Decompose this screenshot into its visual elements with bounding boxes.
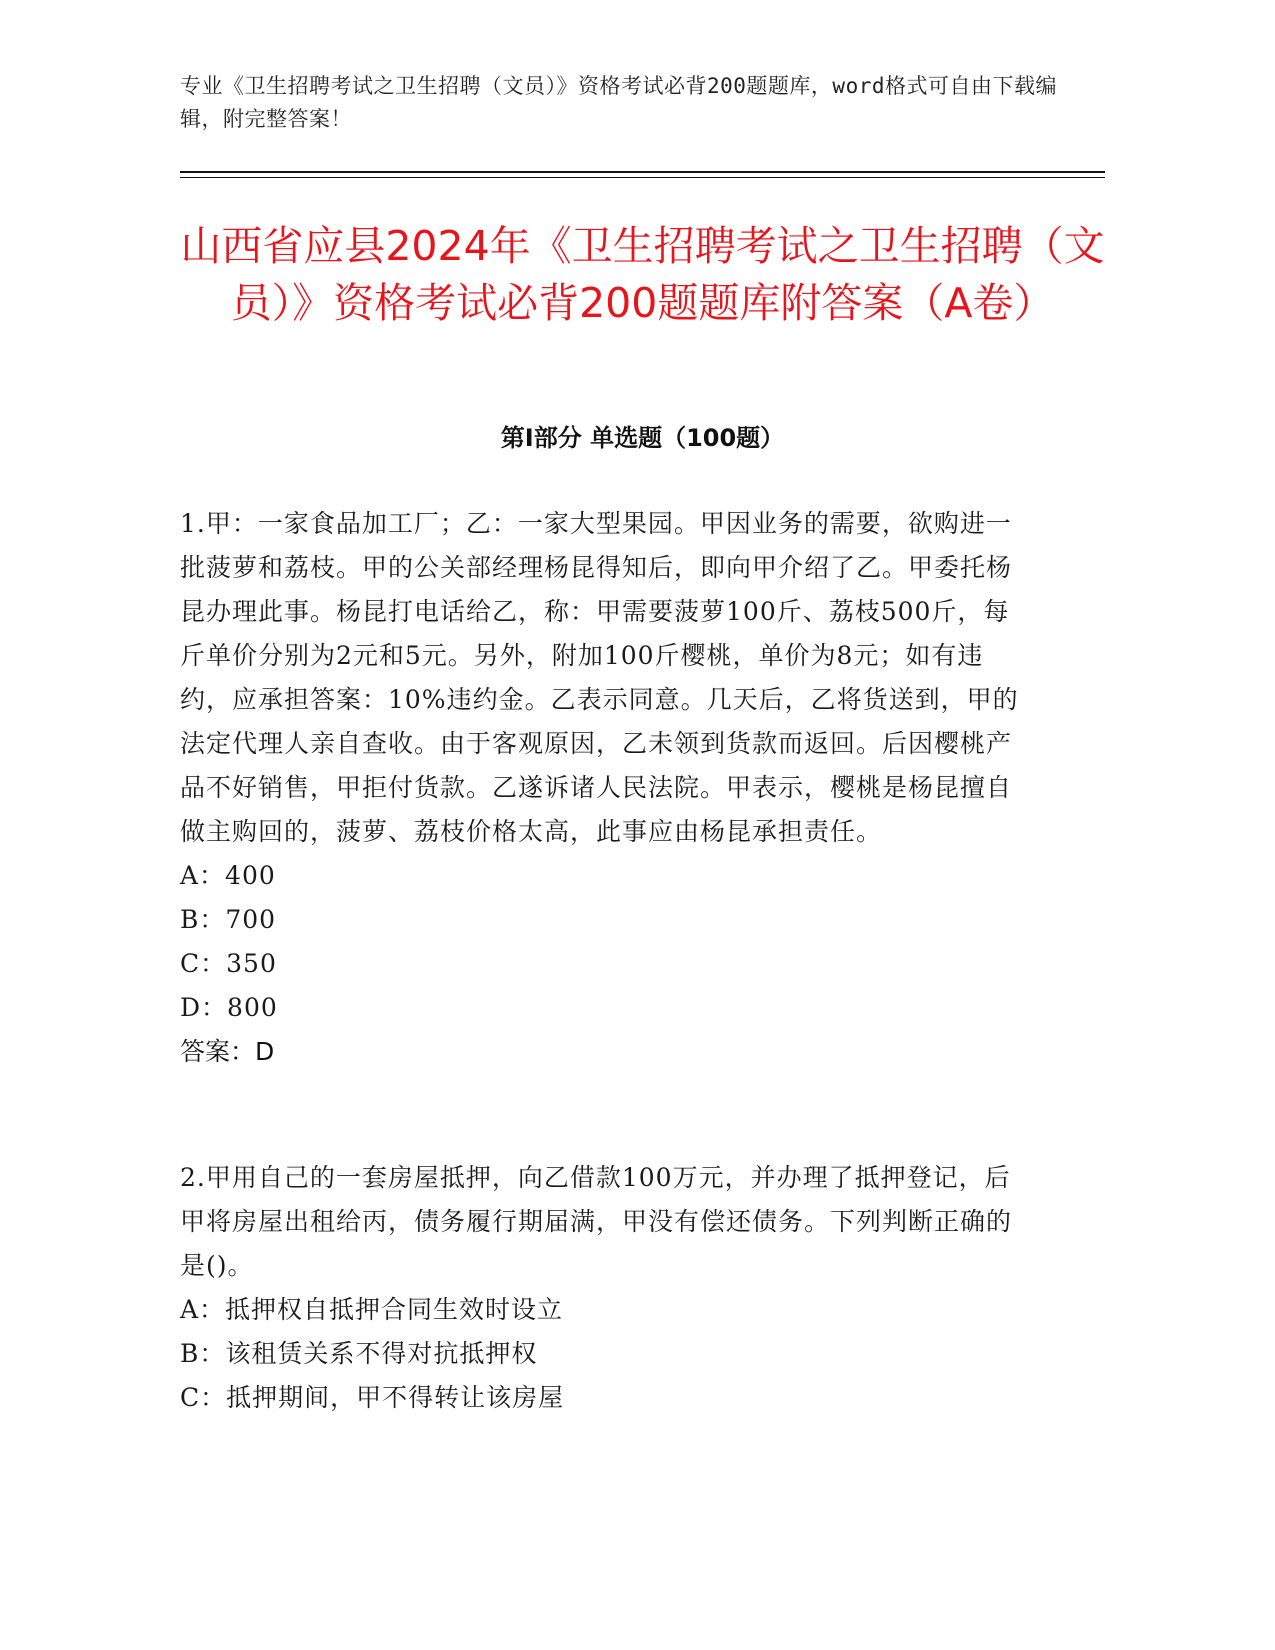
header-note: 专业《卫生招聘考试之卫生招聘（文员）》资格考试必背200题题库，word格式可自由下载编辑，附完整答案！ xyxy=(180,74,1057,131)
option-a: A：400 xyxy=(180,861,276,890)
question-2 xyxy=(180,1156,1030,1420)
option-d: D：800 xyxy=(180,993,278,1022)
option-b: B：该租赁关系不得对抗抵押权 xyxy=(180,1339,538,1368)
header-divider-thin xyxy=(180,177,1105,178)
question-stem: 1.甲：一家食品加工厂；乙：一家大型果园。甲因业务的需要，欲购进一批菠萝和荔枝。甲的公关部经理杨昆得知后，即向甲介绍了乙。甲委托杨昆办理此事。杨昆打电话给乙，称：甲需要菠萝100斤、荔枝500斤，每斤单价分别为2元和5元。另外，附加100斤樱桃，单价为8元；如有违约，应承担答案：10%违约金。乙表示同意。几天后，乙将货送到，甲的法定代理人亲自查收。由于客观原因，乙未领到货款而返回。后因樱桃产品不好销售，甲拒付货款。乙遂诉诸人民法院。甲表示，樱桃是杨昆擅自做主购回的，菠萝、荔枝价格太高，此事应由杨昆承担责任。 xyxy=(180,509,1019,846)
question-1 xyxy=(180,502,1030,1074)
option-c: C：350 xyxy=(180,949,277,978)
document-title: 山西省应县2024年《卫生招聘考试之卫生招聘（文员）》资格考试必背200题题库附答案（A卷） xyxy=(180,222,1105,327)
option-c: C：抵押期间，甲不得转让该房屋 xyxy=(180,1383,565,1412)
header-divider-thick xyxy=(180,171,1105,173)
section-title: 第Ⅰ部分 单选题（100题） xyxy=(500,424,785,452)
question-stem: 2.甲用自己的一套房屋抵押，向乙借款100万元，并办理了抵押登记，后甲将房屋出租给丙，债务履行期届满，甲没有偿还债务。下列判断正确的是()。 xyxy=(180,1163,1013,1280)
option-b: B：700 xyxy=(180,905,277,934)
answer: 答案：D xyxy=(180,1037,275,1066)
option-a: A：抵押权自抵押合同生效时设立 xyxy=(180,1295,564,1324)
